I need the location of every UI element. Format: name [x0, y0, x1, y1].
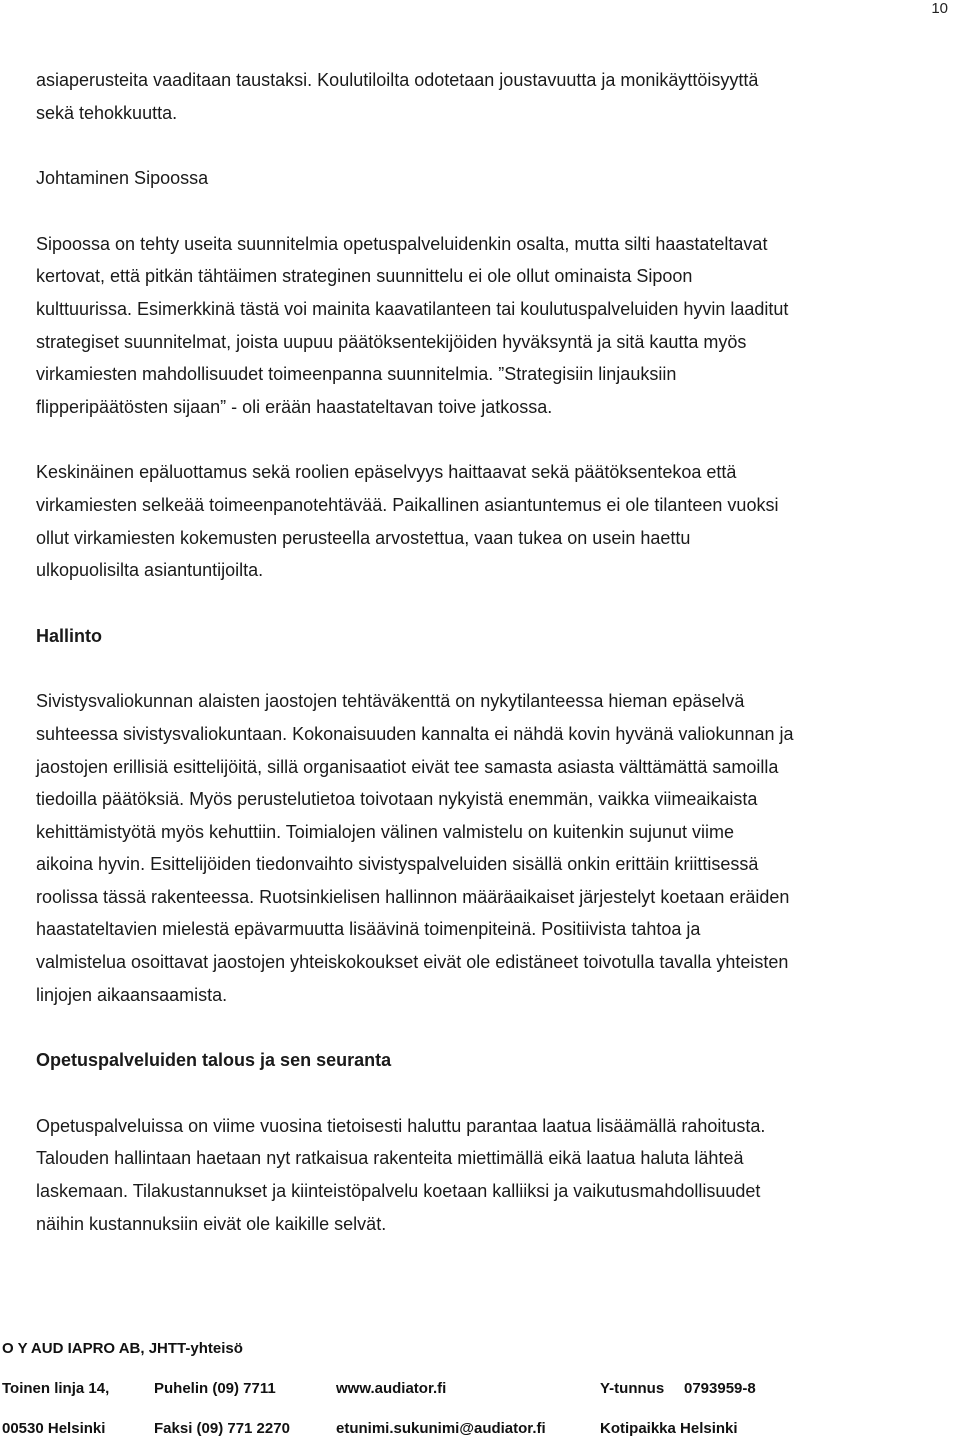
text-line: ulkopuolisilta asiantuntijoilta. [36, 560, 264, 581]
talous-paragraph [36, 1110, 958, 1240]
footer-business-id: 0793959-8 [684, 1380, 756, 1397]
text-line: kehittämistyötä myös kehuttiin. Toimialojen välinen valmistelu on kuitenkin sujunut viime [36, 821, 735, 842]
footer-email: etunimi.sukunimi@audiator.fi [336, 1420, 546, 1437]
text-line: suhteessa sivistysvaliokuntaan. Kokonaisuuden kannalta ei nähdä kovin hyvänä valiokunnan ja [36, 723, 794, 744]
footer-address: Toinen linja 14, [2, 1380, 110, 1397]
section-heading-johtaminen: Johtaminen Sipoossa [36, 168, 209, 189]
footer-postal-address: 00530 Helsinki [2, 1420, 106, 1437]
text-line: jaostojen erillisiä esittelijöitä, sillä organisaatiot eivät tee samasta asiasta välttämättä samoilla [36, 756, 779, 777]
text-line: strategiset suunnitelmat, joista uupuu päätöksentekijöiden hyväksyntä ja sitä kautta myös [36, 331, 747, 352]
intro-paragraph [36, 64, 958, 129]
document-body [36, 64, 958, 1240]
text-line: ollut virkamiesten kokemusten perusteella arvostettua, vaan tukea on usein haettu [36, 527, 691, 548]
text-line: laskemaan. Tilakustannukset ja kiinteistöpalvelu koetaan kalliiksi ja vaikutusmahdollisuudet [36, 1181, 761, 1202]
text-line: haastateltavien mielestä epävarmuutta lisäävinä toimenpiteinä. Positiivista tahtoa ja [36, 919, 701, 940]
footer-domicile: Kotipaikka Helsinki [600, 1420, 738, 1437]
johtaminen-paragraph-2 [36, 456, 958, 586]
footer-fax: Faksi (09) 771 2270 [154, 1420, 290, 1437]
section-heading-talous: Opetuspalveluiden talous ja sen seuranta [36, 1050, 392, 1071]
text-line: Opetuspalveluissa on viime vuosina tietoisesti haluttu parantaa laatua lisäämällä rahoitusta. [36, 1115, 766, 1136]
page-number: 10 [931, 0, 948, 17]
text-line: valmistelua osoittavat jaostojen yhteiskokoukset eivät ole edistäneet toivotulla tavalla yhteisten [36, 952, 789, 973]
text-line: virkamiesten selkeää toimeenpanotehtävää. Paikallinen asiantuntemus ei ole tilanteen vuoksi [36, 494, 779, 515]
text-line: sekä tehokkuutta. [36, 102, 178, 123]
text-line: Keskinäinen epäluottamus sekä roolien epäselvyys haittaavat sekä päätöksentekoa että [36, 462, 737, 483]
text-line: virkamiesten mahdollisuudet toimeenpanna suunnitelmia. ”Strategisiin linjauksiin [36, 364, 677, 385]
footer-company-row [0, 1340, 960, 1358]
footer-business-id-label: Y-tunnus [600, 1380, 665, 1397]
text-line: aikoina hyvin. Esittelijöiden tiedonvaihto sivistyspalveluiden sisällä onkin erittäin kriittisessä [36, 854, 759, 875]
text-line: roolissa tässä rakenteessa. Ruotsinkielisen hallinnon määräaikaiset järjestelyt koetaan eräiden [36, 886, 790, 907]
footer-website: www.audiator.fi [336, 1380, 447, 1397]
footer-row-2 [0, 1420, 960, 1438]
text-line: linjojen aikaansaamista. [36, 984, 228, 1005]
text-line: flipperipäätösten sijaan” - oli erään haastateltavan toive jatkossa. [36, 396, 553, 417]
section-heading-hallinto: Hallinto [36, 625, 102, 646]
text-line: kertovat, että pitkän tähtäimen strateginen suunnittelu ei ole ollut ominaista Sipoon [36, 266, 693, 287]
footer-row-1 [0, 1380, 960, 1398]
text-line: Sivistysvaliokunnan alaisten jaostojen tehtäväkenttä on nykytilanteessa hieman epäselvä [36, 691, 745, 712]
text-line: tiedoilla päätöksiä. Myös perustelutietoa toivotaan nykyistä enemmän, vaikka viimeaikaista [36, 789, 758, 810]
text-line: Talouden hallintaan haetaan nyt ratkaisua rakenteita miettimällä eikä laatua haluta lähteä [36, 1148, 744, 1169]
text-line: asiaperusteita vaaditaan taustaksi. Koulutiloilta odotetaan joustavuutta ja monikäyttöisyyttä [36, 70, 759, 90]
johtaminen-paragraph-1 [36, 228, 958, 424]
text-line: näihin kustannuksiin eivät ole kaikille selvät. [36, 1213, 387, 1234]
footer-phone: Puhelin (09) 7711 [154, 1380, 276, 1397]
hallinto-paragraph [36, 685, 958, 1011]
company-footer [0, 1340, 960, 1438]
footer-company-name: O Y AUD IAPRO AB, JHTT-yhteisö [2, 1340, 243, 1357]
text-line: kulttuurissa. Esimerkkinä tästä voi mainita kaavatilanteen tai koulutuspalveluiden hyvin laaditut [36, 298, 789, 319]
text-line: Sipoossa on tehty useita suunnitelmia opetuspalveluidenkin osalta, mutta silti haastateltavat [36, 233, 768, 254]
